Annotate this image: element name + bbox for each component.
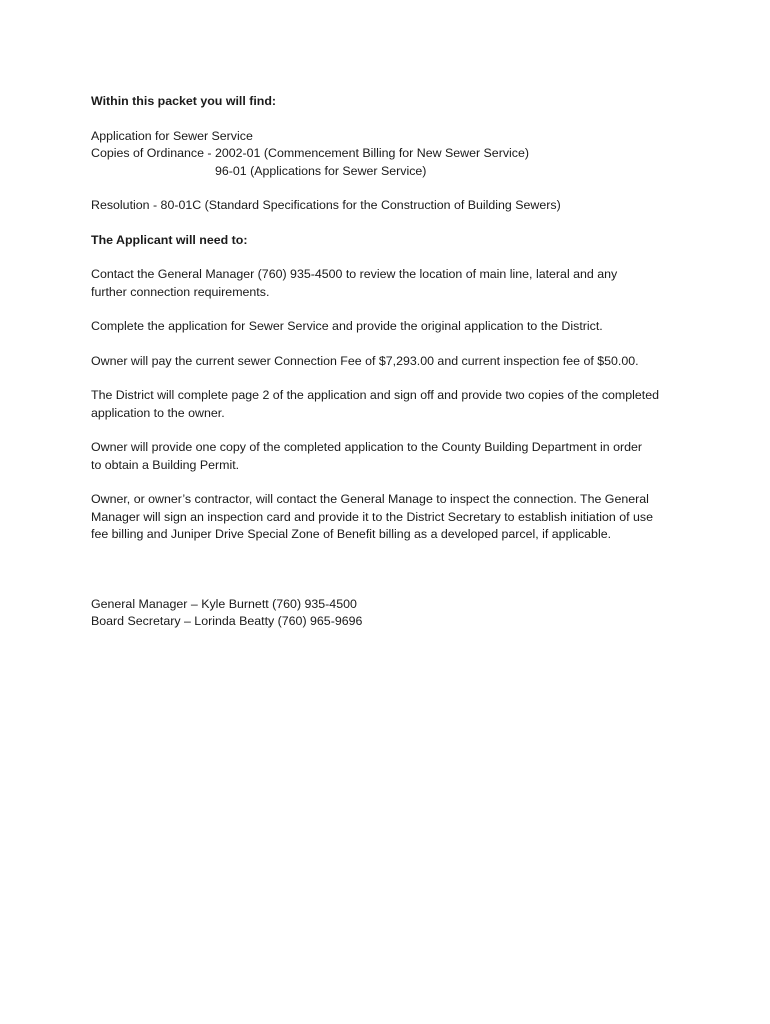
spacer (91, 561, 691, 596)
document-page (91, 93, 691, 648)
step-line: Owner, or owner’s contractor, will contact the General Manage to inspect the connection. The General (91, 492, 649, 506)
step-line: Owner will provide one copy of the completed application to the County Building Department in order (91, 440, 643, 454)
step-line: Owner will pay the current sewer Connection Fee of $7,293.00 and current inspection fee of $50.00. (91, 353, 639, 368)
packet-item: Copies of Ordinance - 2002-01 (Commencement Billing for New Sewer Service) (91, 146, 529, 160)
packet-section (91, 93, 691, 111)
applicant-heading: The Applicant will need to: (91, 232, 248, 247)
applicant-step (91, 387, 691, 422)
applicant-step (91, 266, 691, 301)
applicant-section (91, 232, 691, 250)
step-line: application to the owner. (91, 405, 225, 420)
applicant-step (91, 491, 691, 544)
step-line: to obtain a Building Permit. (91, 457, 240, 472)
packet-heading: Within this packet you will find: (91, 94, 277, 108)
step-line: Contact the General Manager (760) 935-4500 to review the location of main line, lateral and any (91, 267, 618, 281)
step-line: Manager will sign an inspection card and provide it to the District Secretary to establish initiation of use (91, 509, 653, 524)
step-line: fee billing and Juniper Drive Special Zone of Benefit billing as a developed parcel, if applicable. (91, 527, 612, 541)
packet-contents (91, 128, 691, 181)
resolution-text: Resolution - 80-01C (Standard Specifications for the Construction of Building Sewers) (91, 198, 561, 212)
step-line: further connection requirements. (91, 284, 270, 299)
contacts-section (91, 596, 691, 631)
resolution-line (91, 197, 691, 215)
applicant-step (91, 318, 691, 336)
applicant-step (91, 353, 691, 371)
contact-line: Board Secretary – Lorinda Beatty (760) 965-9696 (91, 614, 363, 628)
step-line: Complete the application for Sewer Service and provide the original application to the District. (91, 319, 603, 333)
packet-item-indented: 96-01 (Applications for Sewer Service) (215, 163, 427, 178)
step-line: The District will complete page 2 of the application and sign off and provide two copies of the completed (91, 388, 660, 402)
contact-line: General Manager – Kyle Burnett (760) 935-4500 (91, 596, 357, 611)
applicant-step (91, 439, 691, 474)
packet-item: Application for Sewer Service (91, 128, 253, 143)
